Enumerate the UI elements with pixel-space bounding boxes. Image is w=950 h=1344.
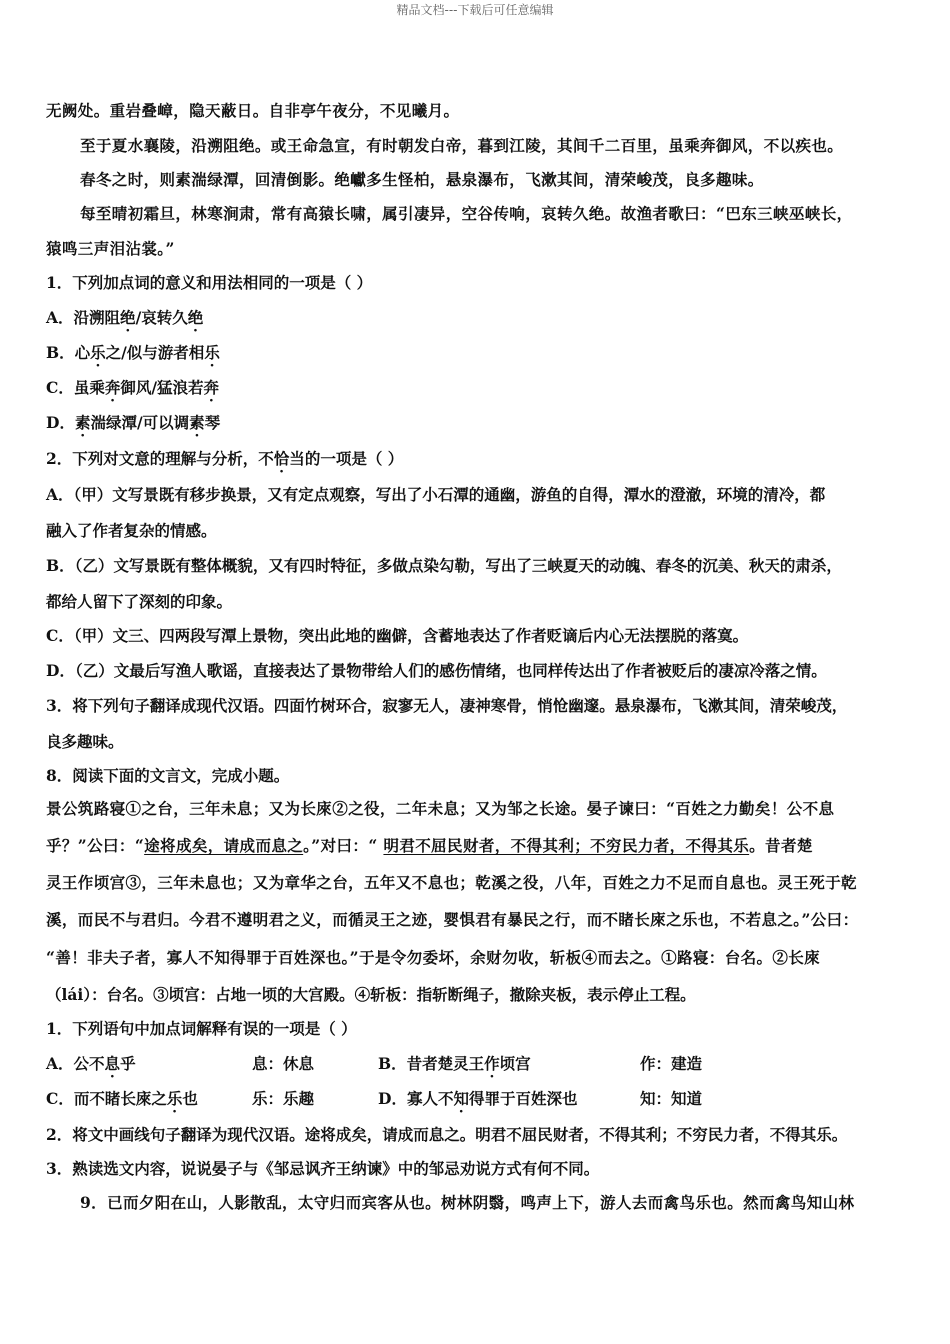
dotted-word: 素 [189, 413, 205, 432]
option-b-cont: 都给人留下了深刻的印象。 [46, 592, 233, 611]
page-header: 精品文档---下载后可任意编辑 [396, 3, 554, 17]
passage-line: 9．已而夕阳在山，人影散乱，太守归而宾客从也。树林阴翳，鸣声上下，游人去而禽鸟乐也。然而禽鸟知山林 [80, 1193, 855, 1212]
option-text: /哀转久 [135, 308, 188, 327]
dotted-word: 绝 [187, 308, 204, 327]
dotted-word: 奔 [104, 378, 121, 397]
option-text: 也 [182, 1089, 198, 1108]
question-stem: 1．下列语句中加点词解释有误的一项是（ ） [46, 1019, 357, 1038]
passage-line [46, 948, 820, 968]
section-title: 8．阅读下面的文言文，完成小题。 [46, 766, 290, 785]
option-a [46, 308, 203, 328]
passage-line: 溪，而民不与君归。今君不遵明君之义，而循灵王之迹，婴惧君有暴民之行，而不睹长庲之乐也，不若息之。”公曰： [46, 910, 859, 929]
option-text: 虽乘 [73, 378, 105, 397]
option-a [46, 1054, 136, 1074]
option-text: 昔者楚灵王 [406, 1054, 485, 1073]
option-d [378, 1089, 578, 1109]
option-text: 公不 [73, 1054, 105, 1073]
option-label: A． [46, 308, 74, 327]
option-text: 心 [74, 343, 91, 362]
option-text: 顷宫 [499, 1054, 531, 1073]
passage-text: 乎？”公曰：“ [46, 836, 145, 855]
dotted-word: 知 [453, 1089, 469, 1108]
option-b [378, 1054, 531, 1074]
dotted-word: 素 [74, 413, 91, 432]
question-stem: 3．将下列句子翻译成现代汉语。四面竹树环合，寂寥无人，凄神寒骨，悄怆幽邃。悬泉瀑布，飞漱其间，清荣峻茂， [46, 696, 848, 715]
passage-text: “善！非夫子者，寡人不知得罪于百姓深也。”于是令勿委坏，余财勿收，斩板④而去之。 [46, 948, 662, 967]
option-label: A． [46, 1054, 74, 1073]
dotted-word: 息 [104, 1054, 121, 1073]
passage-line: 至于夏水襄陵，沿溯阻绝。或王命急宣，有时朝发白帝，暮到江陵，其间千二百里，虽乘奔御风，不以疾也。 [80, 136, 844, 155]
option-text: 沿溯阻 [73, 308, 121, 327]
option-gloss: 乐：乐趣 [252, 1089, 315, 1108]
stem-text: 的一项是（ ） [304, 449, 404, 468]
passage-text: 。昔者楚 [749, 836, 813, 855]
dotted-word: 奔 [203, 378, 220, 397]
question-stem-cont: 良多趣味。 [46, 732, 124, 751]
question-stem [46, 449, 403, 469]
option-text: 之/似与游者相 [105, 343, 205, 362]
option-text: 御风/猛浪若 [120, 378, 204, 397]
option-text: 琴 [204, 413, 221, 432]
option-label: C． [46, 1089, 74, 1108]
option-b [46, 343, 220, 363]
dotted-word: 乐 [204, 343, 220, 362]
option-gloss: 作：建造 [640, 1054, 703, 1073]
option-text: 得罪于百姓深也 [468, 1089, 578, 1108]
option-text: 而不睹长庲之 [73, 1089, 167, 1108]
option-b: B．（乙）文写景既有整体概貌，又有四时特征，多做点染勾勒，写出了三峡夏天的动魄、春冬的沉美、秋天的肃杀， [46, 556, 842, 575]
passage-line: 每至晴初霜旦，林寒涧肃，常有高猿长啸，属引凄异，空谷传响，哀转久绝。故渔者歌曰：“巴东三峡巫峡长， [80, 204, 853, 223]
option-label: B． [378, 1054, 407, 1073]
option-c: C．（甲）文三、四两段写潭上景物，突出此地的幽僻，含蓄地表达了作者贬谪后内心无法摆脱的落寞。 [46, 626, 749, 645]
option-label: B． [46, 343, 75, 362]
dotted-word: 乐 [90, 343, 106, 362]
question-stem: 2．将文中画线句子翻译为现代汉语。途将成矣，请成而息之。明君不屈民财者，不得其利；不穷民力者，不得其乐。 [46, 1125, 848, 1144]
option-label: C． [46, 378, 74, 397]
footnote-text: ①路寝：台名。②长庲 [661, 948, 821, 967]
underlined-sentence: 明君不屈民财者，不得其利；不穷民力者，不得其乐 [383, 836, 750, 855]
question-stem: 1．下列加点词的意义和用法相同的一项是（ ） [46, 273, 373, 292]
option-d [46, 413, 220, 433]
stem-text: 2．下列对文意的理解与分析， [46, 449, 259, 468]
option-a-cont: 融入了作者复杂的情感。 [46, 521, 217, 540]
underlined-sentence: 途将成矣，请成而息之 [144, 836, 304, 855]
option-gloss: 息：休息 [252, 1054, 315, 1073]
passage-line: 景公筑路寝①之台，三年未息；又为长庲②之役，二年未息；又为邹之长途。晏子谏曰：“百姓之力勤矣！公不息 [46, 799, 835, 818]
option-text: 湍绿潭/可以调 [90, 413, 190, 432]
option-d: D．（乙）文最后写渔人歌谣，直接表达了景物带给人们的感伤情绪，也同样传达出了作者被贬后的凄凉冷落之情。 [46, 661, 827, 680]
dotted-word: 作 [484, 1054, 500, 1073]
passage-text: 。”对曰：“ [303, 836, 384, 855]
footnote-line: （lái）：台名。③顷宫：占地一顷的大宫殿。④斩板：指斩断绳子，撤除夹板，表示停止工程。 [46, 985, 696, 1004]
option-c [46, 378, 219, 398]
dotted-word: 不恰当 [258, 449, 305, 468]
passage-line: 无阙处。重岩叠嶂，隐天蔽日。自非亭午夜分，不见曦月。 [46, 101, 460, 120]
option-gloss: 知：知道 [640, 1089, 703, 1108]
passage-line: 猿鸣三声泪沾裳。” [46, 239, 175, 258]
option-text: 寡人不 [406, 1089, 454, 1108]
passage-line: 春冬之时，则素湍绿潭，回清倒影。绝巘多生怪柏，悬泉瀑布，飞漱其间，清荣峻茂，良多趣味。 [80, 170, 764, 189]
dotted-word: 绝 [120, 308, 136, 327]
dotted-word: 乐 [166, 1089, 183, 1108]
question-stem: 3．熟读选文内容，说说晏子与《邹忌讽齐王纳谏》中的邹忌劝说方式有何不同。 [46, 1159, 600, 1178]
option-text: 乎 [120, 1054, 136, 1073]
option-label: D． [378, 1089, 407, 1108]
option-label: D． [46, 413, 75, 432]
option-c [46, 1089, 198, 1109]
option-a: A．（甲）文写景既有移步换景，又有定点观察，写出了小石潭的通幽，游鱼的自得，潭水的澄澈，环境的清冷，都 [46, 485, 826, 504]
passage-line [46, 836, 813, 856]
passage-line: 灵王作顷宫③，三年未息也；又为章华之台，五年又不息也；乾溪之役，八年，百姓之力不足而自息也。灵王死于乾 [46, 873, 857, 892]
